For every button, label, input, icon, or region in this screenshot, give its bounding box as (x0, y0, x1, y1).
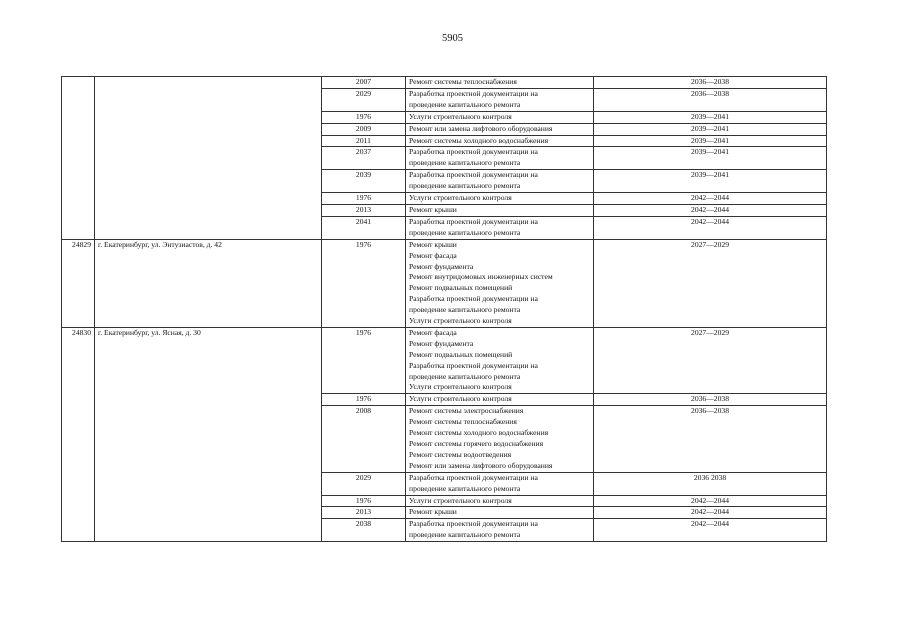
year-cell: 1976 (322, 495, 406, 507)
period-cell: 2042—2044 (594, 193, 827, 205)
work-item: Ремонт системы холодного водоснабжения (409, 428, 549, 438)
works-cell (406, 216, 594, 239)
work-item: Услуги строительного контроля (409, 193, 512, 203)
period-cell: 2039—2041 (594, 123, 827, 135)
period-cell: 2036 2038 (594, 472, 827, 495)
year-cell: 2029 (322, 88, 406, 111)
work-item: Ремонт внутридомовых инженерных систем (409, 272, 553, 282)
year-cell: 2039 (322, 170, 406, 193)
works-cell (406, 519, 594, 542)
work-item: проведение капитального ремонта (409, 227, 521, 237)
year-cell: 2029 (322, 472, 406, 495)
work-item: Услуги строительного контроля (409, 495, 512, 505)
period-cell: 2036—2038 (594, 394, 827, 406)
works-cell (406, 507, 594, 519)
work-item: Услуги строительного контроля (409, 382, 512, 392)
period-cell: 2039—2041 (594, 147, 827, 170)
year-cell: 1976 (322, 193, 406, 205)
works-cell (406, 495, 594, 507)
period-cell: 2042—2044 (594, 216, 827, 239)
work-item: Ремонт крыши (409, 239, 457, 249)
year-cell: 2041 (322, 216, 406, 239)
period-cell: 2036—2038 (594, 88, 827, 111)
work-item: Ремонт крыши (409, 204, 457, 214)
work-item: Ремонт системы теплоснабжения (409, 77, 517, 86)
work-item: Разработка проектной документации на (409, 519, 538, 529)
works-cell (406, 147, 594, 170)
work-item: Разработка проектной документации на (409, 294, 538, 304)
work-item: Ремонт системы теплоснабжения (409, 417, 517, 427)
table-body (62, 77, 827, 542)
period-cell: 2042—2044 (594, 495, 827, 507)
work-item: Разработка проектной документации на (409, 88, 538, 98)
period-cell: 2042—2044 (594, 204, 827, 216)
work-item: Разработка проектной документации на (409, 216, 538, 226)
work-item: Ремонт системы горячего водоснабжения (409, 439, 544, 448)
period-cell: 2039—2041 (594, 135, 827, 147)
year-cell: 2011 (322, 135, 406, 147)
work-item: Ремонт системы холодного водоснабжения (409, 135, 549, 145)
work-item: Ремонт или замена лифтового оборудования (409, 123, 553, 133)
work-item: Разработка проектной документации на (409, 472, 538, 482)
work-item: Ремонт системы электроснабжения (409, 406, 524, 416)
works-cell (406, 204, 594, 216)
works-cell (406, 88, 594, 111)
work-item: Разработка проектной документации на (409, 147, 538, 157)
building-id: 24829 (62, 239, 95, 327)
work-item: проведение капитального ремонта (409, 530, 521, 540)
year-cell: 2013 (322, 507, 406, 519)
work-item: Ремонт подвальных помещений (409, 349, 513, 359)
works-cell (406, 394, 594, 406)
works-cell (406, 472, 594, 495)
works-cell (406, 193, 594, 205)
work-item: Услуги строительного контроля (409, 111, 512, 121)
year-cell: 1976 (322, 394, 406, 406)
table-row (62, 327, 827, 393)
work-item: проведение капитального ремонта (409, 305, 521, 315)
works-cell (406, 77, 594, 89)
works-cell (406, 327, 594, 393)
works-cell (406, 170, 594, 193)
work-item: Разработка проектной документации на (409, 170, 538, 180)
year-cell: 2038 (322, 519, 406, 542)
period-cell: 2039—2041 (594, 111, 827, 123)
table-row (62, 77, 827, 89)
year-cell: 2008 (322, 406, 406, 472)
repair-schedule-table (61, 76, 827, 542)
work-item: Ремонт фундамента (409, 261, 474, 271)
building-address: г. Екатеринбург, ул. Ясная, д. 30 (95, 327, 322, 541)
works-cell (406, 123, 594, 135)
works-cell (406, 111, 594, 123)
period-cell: 2042—2044 (594, 519, 827, 542)
work-item: проведение капитального ремонта (409, 181, 521, 191)
work-item: проведение капитального ремонта (409, 99, 521, 109)
year-cell: 2037 (322, 147, 406, 170)
period-cell: 2042—2044 (594, 507, 827, 519)
period-cell: 2039—2041 (594, 170, 827, 193)
table-row (62, 239, 827, 327)
page-number: 5905 (442, 33, 463, 44)
work-item: Ремонт фасада (409, 250, 457, 260)
work-item: Ремонт фундамента (409, 338, 474, 348)
work-item: Услуги строительного контроля (409, 316, 512, 326)
building-address (95, 77, 322, 240)
works-cell (406, 406, 594, 472)
work-item: проведение капитального ремонта (409, 483, 521, 493)
building-id: 24830 (62, 327, 95, 541)
building-id (62, 77, 95, 240)
work-item: Услуги строительного контроля (409, 394, 512, 404)
period-cell: 2027—2029 (594, 327, 827, 393)
year-cell: 1976 (322, 239, 406, 327)
work-item: проведение капитального ремонта (409, 158, 521, 168)
building-address: г. Екатеринбург, ул. Энтузиастов, д. 42 (95, 239, 322, 327)
works-cell (406, 239, 594, 327)
work-item: проведение капитального ремонта (409, 371, 521, 381)
work-item: Ремонт системы водоотведения (409, 449, 512, 459)
works-cell (406, 135, 594, 147)
work-item: Разработка проектной документации на (409, 360, 538, 370)
year-cell: 1976 (322, 111, 406, 123)
period-cell: 2027—2029 (594, 239, 827, 327)
year-cell: 2013 (322, 204, 406, 216)
year-cell: 2009 (322, 123, 406, 135)
work-item: Ремонт фасада (409, 327, 457, 337)
year-cell: 1976 (322, 327, 406, 393)
work-item: Ремонт подвальных помещений (409, 283, 513, 293)
work-item: Ремонт или замена лифтового оборудования (409, 460, 553, 470)
period-cell: 2036—2038 (594, 77, 827, 89)
period-cell: 2036—2038 (594, 406, 827, 472)
work-item: Ремонт крыши (409, 507, 457, 517)
year-cell: 2007 (322, 77, 406, 89)
